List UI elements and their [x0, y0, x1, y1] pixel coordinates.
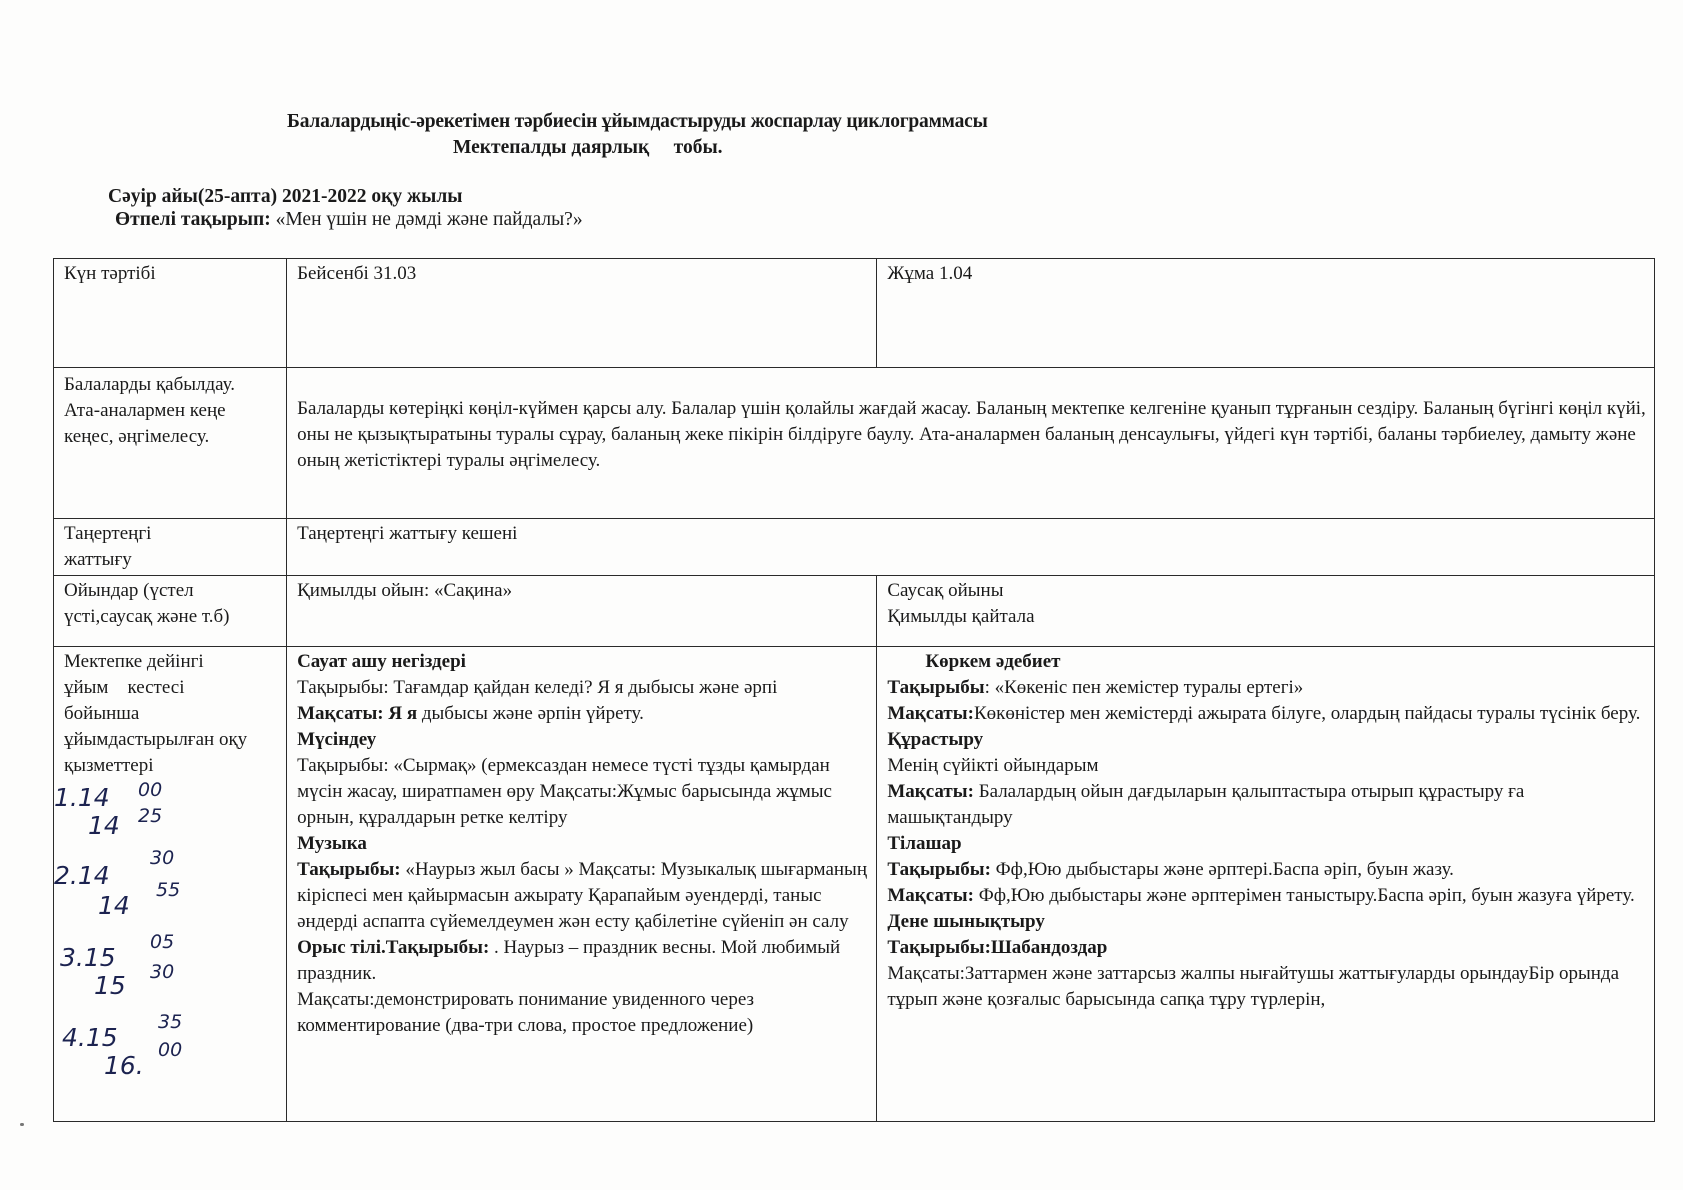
- games-friday: Саусақ ойыны Қимылды қайтала: [877, 576, 1655, 647]
- theme-line: [115, 209, 583, 231]
- lessons-friday: [877, 647, 1655, 1122]
- literature-goal: Мақсаты:Көкөністер мен жемістерді ажырата білуге, олардың пайдасы туралы түсінік беру.: [887, 703, 1641, 724]
- subject-construction: Құрастыру: [887, 729, 984, 750]
- games-label: Ойындар (үстел үсті,саусақ және т.б): [54, 576, 287, 647]
- theme-label: Өтпелі тақырып:: [115, 209, 271, 230]
- music-text: Тақырыбы: «Наурыз жыл басы » Мақсаты: Музыкалық шығарманың кіріспесі мен қайырмасын ажырату Қарапайым әуендерді, таныс әндерді аспапта сүйемелдеумен жән есту қабілетіне сүйеніп ән салу: [297, 859, 867, 932]
- games-thursday: Қимылды ойын: «Сақина»: [287, 576, 877, 647]
- reception-label: Балаларды қабылдау. Ата-аналармен кеңе кеңес, әңгімелесу.: [54, 368, 287, 519]
- morning-text: Таңертеңгі жаттығу кешені: [287, 519, 1655, 576]
- subject-modeling: Мүсіндеу: [297, 729, 377, 750]
- language-goal: Мақсаты: Фф,Юю дыбыстары және әрптерімен таныстыру.Баспа әріп, буын жазуға үйрету.: [887, 885, 1635, 906]
- schedule-table: [53, 258, 1655, 1122]
- pe-goal: Мақсаты:Заттармен және заттарсыз жалпы нығайтушы жаттығуларды орындауБір орында тұрып және қозғалыс барысында сапқа тұру түрлерін,: [887, 963, 1619, 1010]
- pe-topic: Тақырыбы:Шабандоздар: [887, 937, 1108, 958]
- morning-label: Таңертеңгі жаттығу: [54, 519, 287, 576]
- handwritten-time-schedule: 1.14 00 14 25 2.14 30 14 55 3.15 05 15 30 4.15 35 16. 00: [54, 779, 183, 1080]
- group-title: Мектепалды даярлық тобы.: [453, 137, 723, 158]
- scan-speck: [20, 1123, 24, 1126]
- table-row-games: [54, 576, 1655, 647]
- russian-goal: Мақсаты:демонстрировать понимание увиденного через комментирование (два-три слова, простое предложение): [297, 989, 755, 1036]
- header-thursday: Бейсенбі 31.03: [287, 259, 877, 368]
- table-header-row: [54, 259, 1655, 368]
- lessons-label: Мектепке дейінгі ұйым кестесі бойынша ұйымдастырылған оқу қызметтері 1.14 00 14 25 2.14 30 14 55 3.15 05 15 30 4.15 35 16. 00: [54, 647, 287, 1122]
- russian-topic: Орыс тілі.Тақырыбы: . Наурыз – праздник весны. Мой любимый праздник.: [297, 937, 841, 984]
- subject-literature: Көркем әдебиет: [925, 651, 1061, 672]
- subject-music: Музыка: [297, 833, 367, 854]
- document-title: Балалардыңіс-әрекетімен тәрбиесін ұйымдастыруды жоспарлау циклограммасы: [287, 111, 988, 132]
- table-row-lessons: [54, 647, 1655, 1122]
- subject-literacy: Сауат ашу негіздері: [297, 651, 466, 672]
- literacy-topic: Тақырыбы: Тағамдар қайдан келеді? Я я дыбысы және әрпі: [297, 677, 778, 698]
- literature-topic: Тақырыбы: «Көкеніс пен жемістер туралы ертегі»: [887, 677, 1304, 698]
- subject-language: Тілашар: [887, 833, 962, 854]
- construction-topic: Менің сүйікті ойындарым: [887, 755, 1099, 776]
- modeling-text: Тақырыбы: «Сырмақ» (ермексаздан немесе түсті тұзды қамырдан мүсін жасау, ширатпамен өру Мақсаты:Жұмыс барысында жұмыс орнын, құралдарын ретке келтіру: [297, 755, 832, 828]
- language-topic: Тақырыбы: Фф,Юю дыбыстары және әрптері.Баспа әріп, буын жазу.: [887, 859, 1454, 880]
- header-friday: Жұма 1.04: [877, 259, 1655, 368]
- table-row-reception: [54, 368, 1655, 519]
- theme-value: «Мен үшін не дәмді және пайдалы?»: [270, 209, 583, 230]
- table-row-morning-exercise: [54, 519, 1655, 576]
- month-line: Сәуір айы(25-апта) 2021-2022 оқу жылы: [108, 186, 463, 207]
- subject-pe: Дене шынықтыру: [887, 911, 1045, 932]
- lessons-thursday: [287, 647, 877, 1122]
- reception-text: Балаларды көтеріңкі көңіл-күймен қарсы алу. Балалар үшін қолайлы жағдай жасау. Баланың мектепке келгеніне қуанып тұрғанын сездіру. Баланың бүгінгі көңіл күйі, оны не қызықтыратыны туралы сұрау, баланың жеке пікірін білдіруге баулу. Ата-аналармен баланың денсаулығы, үйдегі күн тәртібі, баланы тәрбиелеу, дамыту және оның жетістіктері туралы әңгімелесу.: [287, 368, 1655, 519]
- header-daily-routine: Күн тәртібі: [54, 259, 287, 368]
- literacy-goal: Мақсаты: Я я дыбысы және әрпін үйрету.: [297, 703, 644, 724]
- construction-goal: Мақсаты: Балалардың ойын дағдыларын қалыптастыра отырып құрастыру ға машықтандыру: [887, 781, 1525, 828]
